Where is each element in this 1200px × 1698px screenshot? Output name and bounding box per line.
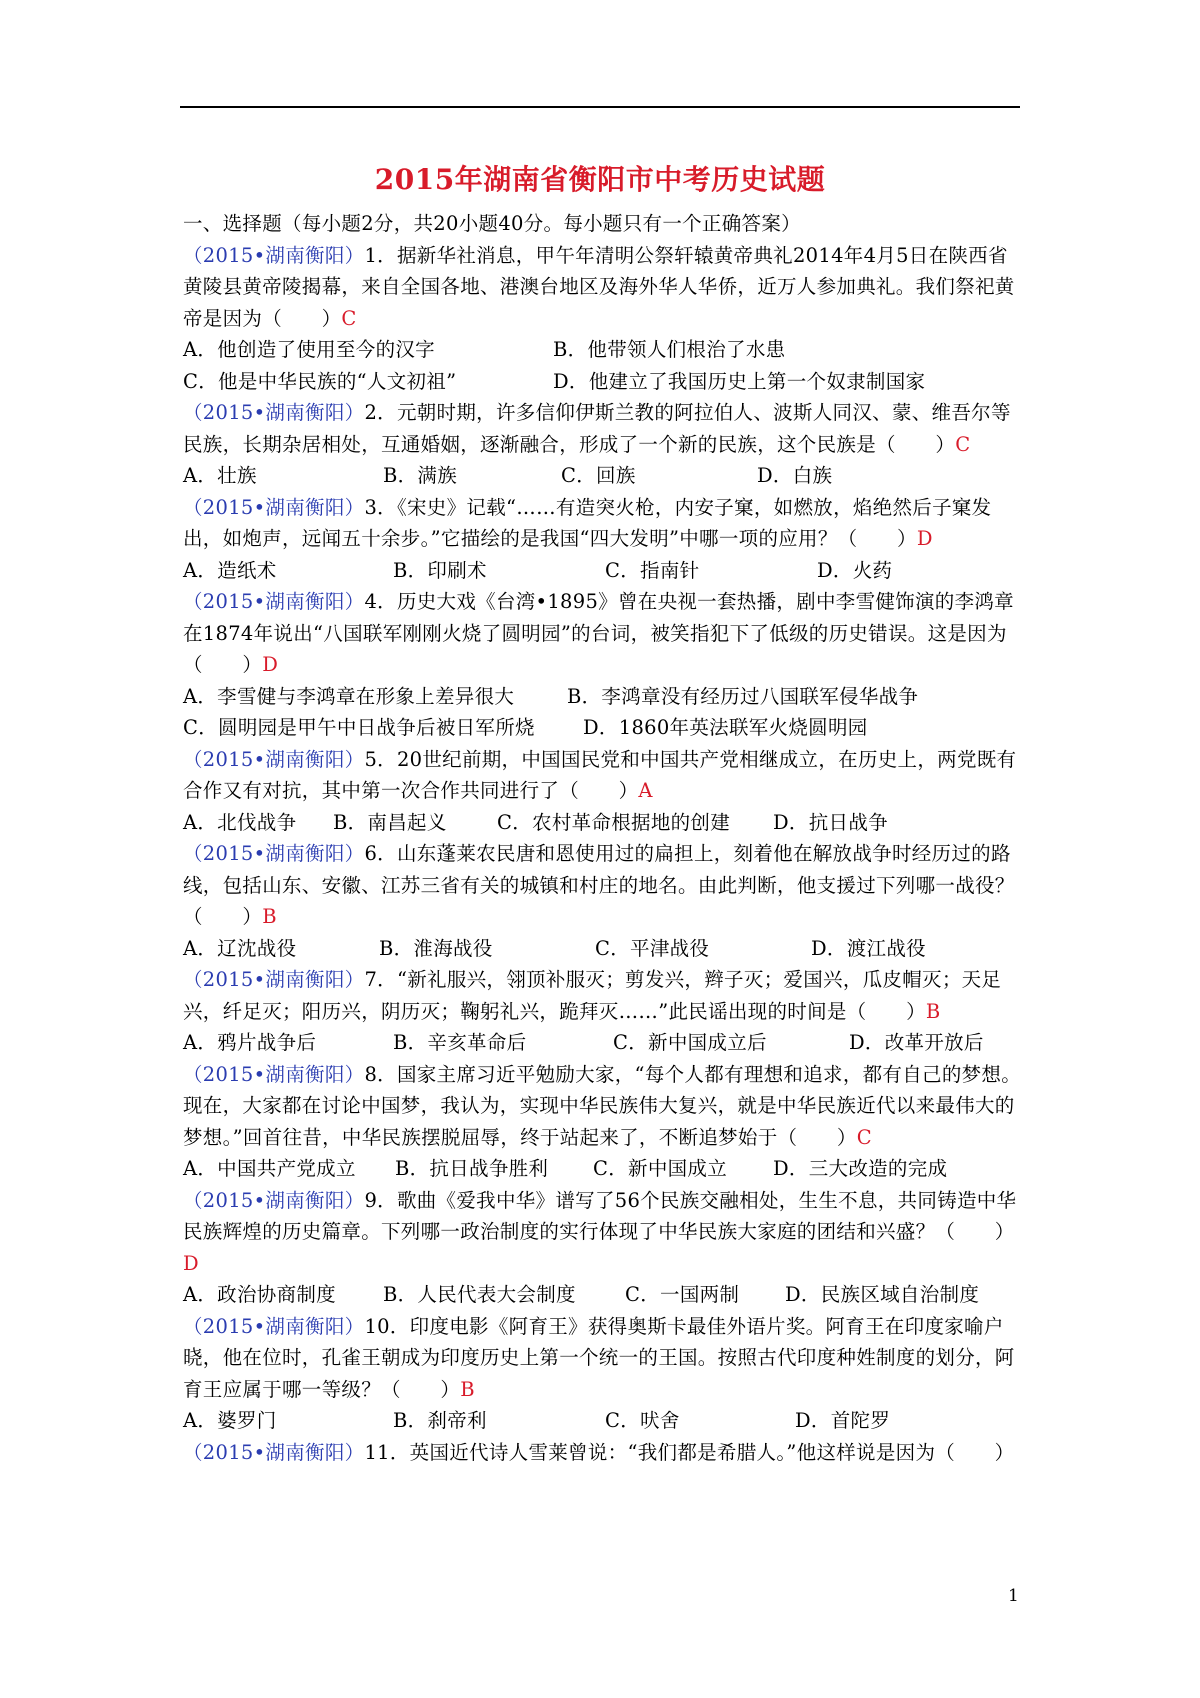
header-rule — [180, 106, 1020, 108]
question-source: （2015•湖南衡阳） — [183, 842, 365, 865]
options-1 — [183, 334, 1023, 366]
options-3 — [183, 555, 1023, 587]
options-4b — [183, 712, 1023, 744]
option-c: C．指南针 — [605, 558, 700, 582]
question-source: （2015•湖南衡阳） — [183, 1314, 365, 1338]
page-title: 2015年湖南省衡阳市中考历史试题 — [374, 163, 826, 196]
question-source: （2015•湖南衡阳） — [183, 1062, 365, 1086]
question-text: 7．“新礼服兴，翎顶补服灭；剪发兴，辫子灭；爱国兴，瓜皮帽灭；天足兴，纤足灭；阳历兴，阴历灭；鞠躬礼兴，跪拜灭……”此民谣出现的时间是（ ） — [183, 968, 1002, 1023]
option-a: A．造纸术 — [183, 558, 277, 582]
option-b: B．淮海战役 — [379, 936, 493, 960]
options-6 — [183, 933, 1023, 965]
question-text: 9．歌曲《爱我中华》谱写了56个民族交融相处，生生不息，共同铸造中华民族辉煌的历史篇章。下列哪一政治制度的实行体现了中华民族大家庭的团结和兴盛？（ ） — [183, 1188, 1017, 1243]
option-a: A．壮族 — [183, 464, 257, 487]
question-answer: C — [856, 1125, 872, 1149]
question-answer: B — [460, 1377, 475, 1401]
question-10 — [183, 1311, 1023, 1406]
option-a: A．北伐战争 — [183, 810, 297, 834]
question-2 — [183, 397, 1023, 460]
option-d: D．首陀罗 — [795, 1409, 891, 1432]
question-source: （2015•湖南衡阳） — [183, 1440, 365, 1464]
question-6 — [183, 838, 1023, 933]
option-c: C．一国两制 — [625, 1283, 740, 1306]
option-c: C．吠舍 — [605, 1409, 680, 1432]
question-answer: C — [341, 306, 357, 330]
question-source: （2015•湖南衡阳） — [183, 590, 365, 613]
question-answer: C — [955, 432, 971, 456]
option-c: C．农村革命根据地的创建 — [497, 810, 731, 834]
option-d: D．渡江战役 — [811, 936, 926, 960]
question-source: （2015•湖南衡阳） — [183, 401, 365, 424]
option-a: A．婆罗门 — [183, 1409, 277, 1432]
question-text: 3．《宋史》记载“……有造突火枪，内安子窠，如燃放，焰绝然后子窠发出，如炮声，远闻五十余步。”它描绘的是我国“四大发明”中哪一项的应用？（ ） — [183, 495, 992, 550]
option-d: D．抗日战争 — [773, 810, 888, 834]
option-a: A．李雪健与李鸿章在形象上差异很大 — [183, 684, 515, 708]
section-heading: 一、选择题（每小题2分，共20小题40分。每小题只有一个正确答案） — [183, 212, 801, 235]
question-answer: B — [262, 905, 277, 928]
option-b: B．满族 — [383, 464, 458, 487]
option-d: D．民族区域自治制度 — [785, 1283, 980, 1306]
option-c: C．新中国成立后 — [613, 1031, 767, 1054]
question-answer: A — [638, 779, 653, 802]
question-9 — [183, 1185, 1023, 1280]
option-a: A．辽沈战役 — [183, 936, 297, 960]
question-answer: D — [916, 527, 933, 550]
option-b: B．刹帝利 — [393, 1409, 487, 1432]
page-number: 1 — [1008, 1586, 1019, 1606]
question-source: （2015•湖南衡阳） — [183, 747, 365, 771]
question-text: 10．印度电影《阿育王》获得奥斯卡最佳外语片奖。阿育王在印度家喻户晓，他在位时，孔雀王朝成为印度历史上第一个统一的王国。按照古代印度种姓制度的划分，阿育王应属于哪一等级？（ ） — [183, 1314, 1015, 1401]
question-7 — [183, 964, 1023, 1027]
question-3 — [183, 492, 1023, 555]
question-answer: B — [925, 999, 941, 1023]
option-b: B．抗日战争胜利 — [395, 1157, 549, 1180]
option-b: B．他带领人们根治了水患 — [553, 338, 786, 361]
question-source: （2015•湖南衡阳） — [183, 968, 365, 991]
option-a: A．中国共产党成立 — [183, 1157, 356, 1180]
option-d: D．改革开放后 — [849, 1031, 984, 1054]
option-b: B．辛亥革命后 — [393, 1031, 527, 1054]
question-8 — [183, 1059, 1023, 1154]
option-b: B．李鸿章没有经历过八国联军侵华战争 — [567, 684, 919, 708]
question-source: （2015•湖南衡阳） — [183, 243, 365, 267]
question-text: 2．元朝时期，许多信仰伊斯兰教的阿拉伯人、波斯人同汉、蒙、维吾尔等民族，长期杂居相处，互通婚姻，逐渐融合，形成了一个新的民族，这个民族是（ ） — [183, 401, 1011, 456]
question-text: 5．20世纪前期，中国国民党和中国共产党相继成立，在历史上，两党既有合作又有对抗，其中第一次合作共同进行了（ ） — [183, 747, 1017, 802]
options-4 — [183, 681, 1023, 713]
option-d: D．三大改造的完成 — [773, 1157, 948, 1180]
question-text: 11．英国近代诗人雪莱曾说：“我们都是希腊人。”他这样说是因为（ ） — [364, 1440, 1015, 1464]
option-d: D．火药 — [817, 558, 893, 582]
question-text: 1．据新华社消息，甲午年清明公祭轩辕黄帝典礼2014年4月5日在陕西省黄陵县黄帝陵揭幕，来自全国各地、港澳台地区及海外华人华侨，近万人参加典礼。我们祭祀黄帝是因为（ ） — [183, 243, 1015, 330]
option-c: C．圆明园是甲午中日战争后被日军所烧 — [183, 716, 535, 739]
option-a: A．鸦片战争后 — [183, 1031, 317, 1054]
option-b: B．人民代表大会制度 — [383, 1283, 576, 1306]
question-1 — [183, 240, 1023, 335]
options-7 — [183, 1027, 1023, 1059]
option-d: D．1860年英法联军火烧圆明园 — [583, 716, 868, 739]
question-text: 8．国家主席习近平勉励大家，“每个人都有理想和追求，都有自己的梦想。现在，大家都在讨论中国梦，我认为，实现中华民族伟大复兴，就是中华民族近代以来最伟大的梦想。”回首往昔，中华民族摆脱屈辱，终于站起来了，不断追梦始于（ ） — [183, 1062, 1022, 1149]
question-4 — [183, 586, 1023, 681]
options-5 — [183, 807, 1023, 839]
options-8 — [183, 1153, 1023, 1185]
question-text: 4．历史大戏《台湾•1895》曾在央视一套热播，剧中李雪健饰演的李鸿章在1874年说出“八国联军刚刚火烧了圆明园”的台词，被笑指犯下了低级的历史错误。这是因为（ ） — [183, 590, 1014, 676]
question-5 — [183, 744, 1023, 807]
option-a: A．政治协商制度 — [183, 1283, 336, 1306]
option-c: C．平津战役 — [595, 936, 710, 960]
option-b: B．印刷术 — [393, 558, 487, 582]
option-d: D．他建立了我国历史上第一个奴隶制国家 — [553, 369, 926, 393]
question-11 — [183, 1437, 1023, 1469]
option-d: D．白族 — [757, 464, 833, 487]
option-c: C．他是中华民族的“人文初祖” — [183, 369, 457, 393]
question-text: 6．山东蓬莱农民唐和恩使用过的扁担上，刻着他在解放战争时经历过的路线，包括山东、安徽、江苏三省有关的城镇和村庄的地名。由此判断，他支援过下列哪一战役？（ ） — [183, 842, 1015, 928]
option-a: A．他创造了使用至今的汉字 — [183, 338, 435, 361]
options-10 — [183, 1405, 1023, 1437]
question-source: （2015•湖南衡阳） — [183, 1188, 365, 1212]
options-2 — [183, 460, 1023, 492]
options-9 — [183, 1279, 1023, 1311]
exam-content — [183, 208, 1023, 1468]
question-answer: D — [262, 653, 279, 676]
question-source: （2015•湖南衡阳） — [183, 495, 365, 519]
option-c: C．回族 — [561, 464, 636, 487]
option-b: B．南昌起义 — [333, 810, 447, 834]
question-answer: D — [183, 1251, 199, 1275]
option-c: C．新中国成立 — [593, 1157, 728, 1180]
options-1b — [183, 366, 1023, 398]
